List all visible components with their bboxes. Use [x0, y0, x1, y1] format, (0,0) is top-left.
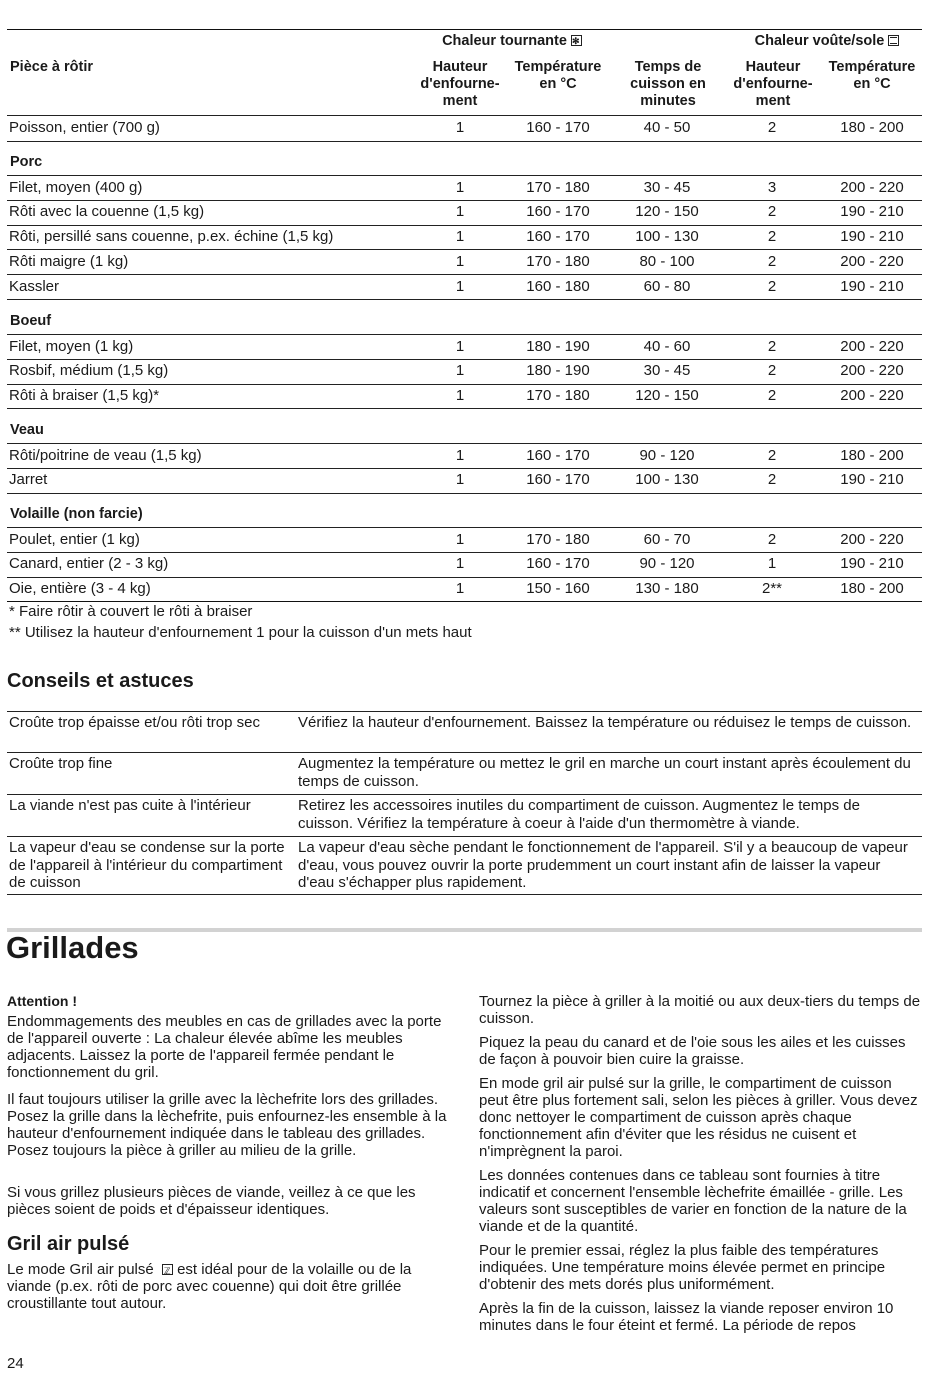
gril-text-a: Le mode Gril air pulsé — [7, 1261, 154, 1278]
cell-height: 1 — [455, 362, 465, 380]
cell-temp2: 200 - 220 — [840, 387, 904, 405]
cell-height: 1 — [455, 119, 465, 136]
cell-temp2: 200 - 220 — [840, 362, 904, 380]
row-rule — [7, 334, 922, 335]
cell-temp: 160 - 170 — [526, 446, 590, 464]
row-rule — [7, 527, 922, 528]
cell-height2: 2 — [767, 530, 777, 548]
tips-rule — [7, 836, 922, 837]
row-rule — [7, 493, 922, 494]
tips-solution: La vapeur d'eau sèche pendant le fonctionnement de l'appareil. S'il y a beaucoup de vapeur d'eau, vous pouvez ouvrir la porte prudemment un court instant afin de laisser la vapeur d'eau s'échapper plus rapidement. — [298, 839, 908, 891]
cell-height2: 2 — [767, 387, 777, 405]
row-rule — [7, 175, 922, 176]
cell-height: 1 — [455, 580, 465, 598]
cell-piece: Jarret — [9, 471, 48, 489]
cell-height: 1 — [455, 252, 465, 270]
col-header-height: Hauteur d'enfourne-ment — [420, 59, 500, 109]
row-rule — [7, 359, 922, 360]
cell-height: 1 — [455, 555, 465, 573]
cell-time: 40 - 50 — [643, 119, 691, 136]
cell-piece: Rôti maigre (1 kg) — [9, 252, 129, 270]
cell-temp2: 200 - 220 — [840, 530, 904, 548]
cell-temp2: 200 - 220 — [840, 178, 904, 196]
cell-temp: 160 - 180 — [526, 277, 590, 295]
gril-air-pulse-title: Gril air pulsé — [7, 1233, 130, 1255]
group-label-volaille: Volaille (non farcie) — [10, 506, 143, 522]
cell-temp: 160 - 170 — [526, 203, 590, 221]
cell-time: 40 - 60 — [643, 337, 691, 355]
tips-problem: La viande n'est pas cuite à l'intérieur — [9, 797, 251, 814]
cell-temp: 160 - 170 — [526, 228, 590, 246]
cell-piece: Poisson, entier (700 g) — [9, 119, 160, 136]
first-try-paragraph: Pour le premier essai, réglez la plus faible des températures indiquées. Une température moins élevée permet en principe d'obtenir des mets dorés plus uniformément. — [479, 1242, 886, 1293]
grillades-title: Grillades — [6, 930, 139, 965]
col-header-time: Temps de cuisson en minutes — [630, 59, 706, 109]
turn-piece-paragraph: Tournez la pièce à griller à la moitié ou aux deux-tiers du temps de cuisson. — [479, 993, 921, 1027]
cell-height2: 2 — [767, 252, 777, 270]
cell-height2: 2 — [767, 337, 777, 355]
gril-air-pulse-paragraph — [7, 1261, 447, 1312]
warning-paragraph: Endommagements des meubles en cas de grillades avec la porte de l'appareil ouverte : La chaleur élevée abîme les meubles adjacents. Laissez la porte de l'appareil fermée pendant le fonctionnement du gril. — [7, 1013, 442, 1081]
fan-icon — [571, 35, 582, 46]
cell-time: 90 - 120 — [639, 555, 695, 573]
cell-height: 1 — [455, 530, 465, 548]
cell-time: 80 - 100 — [639, 252, 695, 270]
header-circulated-heat — [402, 33, 622, 50]
col-header-height2: Hauteur d'enfourne-ment — [733, 59, 813, 109]
table-top-rule — [7, 29, 922, 30]
cell-piece: Rôti, persillé sans couenne, p.ex. échine (1,5 kg) — [9, 228, 334, 246]
cell-temp: 180 - 190 — [526, 362, 590, 380]
cell-temp: 180 - 190 — [526, 337, 590, 355]
row-rule — [7, 552, 922, 553]
cell-height: 1 — [455, 471, 465, 489]
cell-height2: 2 — [767, 119, 777, 136]
cell-height2: 1 — [767, 555, 777, 573]
gril-text-b: est idéal pour de la volaille ou de la viande (p.ex. rôti de porc avec couenne) qui doit être grillée croustillante tout autour. — [7, 1261, 412, 1312]
cell-height2: 2 — [767, 471, 777, 489]
cell-height: 1 — [455, 387, 465, 405]
footnote-height: ** Utilisez la hauteur d'enfournement 1 pour la cuisson d'un mets haut — [9, 624, 472, 641]
cell-piece: Rosbif, médium (1,5 kg) — [9, 362, 169, 380]
row-rule — [7, 249, 922, 250]
cell-temp: 160 - 170 — [526, 119, 590, 136]
row-rule — [7, 384, 922, 385]
tips-problem: La vapeur d'eau se condense sur la porte de l'appareil à l'intérieur du compartiment de cuisson — [9, 839, 285, 891]
cell-time: 130 - 180 — [635, 580, 699, 598]
tips-rule — [7, 794, 922, 795]
cell-height: 1 — [455, 446, 465, 464]
tips-solution: Augmentez la température ou mettez le gril en marche un court instant après écoulement du temps de cuisson. — [298, 755, 911, 790]
cell-piece: Kassler — [9, 277, 60, 295]
cell-temp2: 190 - 210 — [840, 555, 904, 573]
tips-title: Conseils et astuces — [7, 670, 194, 692]
cell-height: 1 — [455, 228, 465, 246]
group-label-boeuf: Boeuf — [10, 313, 52, 329]
cell-height2: 3 — [767, 178, 777, 196]
header-rule — [7, 115, 922, 116]
cell-height2: 2 — [767, 228, 777, 246]
cell-temp: 160 - 170 — [526, 471, 590, 489]
cell-piece: Rôti/poitrine de veau (1,5 kg) — [9, 446, 202, 464]
cell-height2: 2 — [767, 277, 777, 295]
cell-temp2: 200 - 220 — [840, 337, 904, 355]
cell-height: 1 — [455, 203, 465, 221]
page-number: 24 — [7, 1355, 24, 1372]
section-rule — [7, 928, 922, 932]
col-header-temp2: Température en °C — [828, 59, 916, 92]
tips-rule — [7, 711, 922, 712]
cell-temp: 170 - 180 — [526, 530, 590, 548]
tips-problem: Croûte trop épaisse et/ou rôti trop sec — [9, 714, 260, 731]
multiple-pieces-paragraph: Si vous grillez plusieurs pièces de viande, veillez à ce que les pièces soient de poids et d'épaisseur identiques. — [7, 1184, 416, 1218]
cell-temp: 170 - 180 — [526, 387, 590, 405]
tips-rule — [7, 752, 922, 753]
cell-time: 100 - 130 — [635, 228, 699, 246]
tips-solution: Vérifiez la hauteur d'enfournement. Baissez la température ou réduisez le temps de cuisson. — [298, 714, 912, 731]
cell-height2: 2** — [761, 580, 783, 598]
cell-temp2: 200 - 220 — [840, 252, 904, 270]
cell-height: 1 — [455, 337, 465, 355]
cell-piece: Poulet, entier (1 kg) — [9, 530, 140, 548]
cell-piece: Filet, moyen (400 g) — [9, 178, 143, 196]
cell-time: 30 - 45 — [643, 362, 691, 380]
group-label-veau: Veau — [10, 422, 44, 438]
cleaning-paragraph: En mode gril air pulsé sur la grille, le compartiment de cuisson peut être plus fortement sali, selon les pièces à griller. Vous devez donc nettoyer le compartiment de cuisson après chaque fonctionnement afin d'éviter que les résidus ne cuisent et n'imprègnent la paroi. — [479, 1075, 918, 1160]
cell-time: 120 - 150 — [635, 387, 699, 405]
cell-time: 120 - 150 — [635, 203, 699, 221]
cell-height2: 2 — [767, 203, 777, 221]
cell-height: 1 — [455, 277, 465, 295]
cell-temp2: 180 - 200 — [840, 446, 904, 464]
top-bottom-heat-icon — [888, 35, 899, 46]
row-rule — [7, 577, 922, 578]
row-rule — [7, 408, 922, 409]
grill-fan-icon — [162, 1264, 173, 1275]
cell-piece: Canard, entier (2 - 3 kg) — [9, 555, 169, 573]
cell-time: 60 - 70 — [643, 530, 691, 548]
cell-temp: 170 - 180 — [526, 178, 590, 196]
cell-temp2: 190 - 210 — [840, 471, 904, 489]
col-header-piece: Pièce à rôtir — [10, 59, 94, 75]
cell-temp2: 180 - 200 — [840, 119, 904, 136]
cell-time: 30 - 45 — [643, 178, 691, 196]
cell-temp: 160 - 170 — [526, 555, 590, 573]
duck-skin-paragraph: Piquez la peau du canard et de l'oie sous les ailes et les cuisses de façon à pouvoir bien cuire la graisse. — [479, 1034, 906, 1068]
cell-height2: 2 — [767, 446, 777, 464]
header-conventional-heat — [727, 33, 927, 50]
indicative-data-paragraph: Les données contenues dans ce tableau sont fournies à titre indicatif et concernent l'ensemble lèchefrite émaillée - grille. Les valeurs sont susceptibles de varier en fonction de la nature de la viande et de la quantité. — [479, 1167, 907, 1235]
cell-piece: Rôti avec la couenne (1,5 kg) — [9, 203, 205, 221]
tips-rule — [7, 894, 922, 895]
rest-paragraph: Après la fin de la cuisson, laissez la viande reposer environ 10 minutes dans le four éteint et fermé. La période de repos — [479, 1300, 894, 1334]
cell-temp: 150 - 160 — [526, 580, 590, 598]
cell-temp2: 190 - 210 — [840, 203, 904, 221]
grill-usage-paragraph: Il faut toujours utiliser la grille avec la lèchefrite lors des grillades. Posez la grille dans la lèchefrite, puis enfournez-les ensemble à la hauteur d'enfournement indiquée dans le tableau des grillades. Posez toujours la pièce à griller au milieu de la grille. — [7, 1091, 447, 1159]
col-header-temp: Température en °C — [514, 59, 602, 92]
row-rule — [7, 200, 922, 201]
row-rule — [7, 443, 922, 444]
cell-height: 1 — [455, 178, 465, 196]
tips-problem: Croûte trop fine — [9, 755, 113, 772]
attention-label: Attention ! — [7, 993, 77, 1009]
row-rule — [7, 468, 922, 469]
cell-time: 90 - 120 — [639, 446, 695, 464]
tips-solution: Retirez les accessoires inutiles du compartiment de cuisson. Augmentez le temps de cuisson. Vérifiez la température à coeur à l'aide d'un thermomètre à viande. — [298, 797, 860, 832]
cell-temp2: 190 - 210 — [840, 228, 904, 246]
cell-piece: Oie, entière (3 - 4 kg) — [9, 580, 151, 598]
row-rule — [7, 299, 922, 300]
group-label-porc: Porc — [10, 154, 43, 170]
cell-piece: Rôti à braiser (1,5 kg)* — [9, 387, 160, 405]
cell-time: 100 - 130 — [635, 471, 699, 489]
header-circulated-heat-label: Chaleur tournante — [442, 33, 567, 49]
row-rule — [7, 225, 922, 226]
header-conventional-heat-label: Chaleur voûte/sole — [754, 33, 885, 49]
cell-temp: 170 - 180 — [526, 252, 590, 270]
footnote-braise: * Faire rôtir à couvert le rôti à braiser — [9, 603, 253, 620]
cell-temp2: 190 - 210 — [840, 277, 904, 295]
cell-time: 60 - 80 — [643, 277, 691, 295]
cell-temp2: 180 - 200 — [840, 580, 904, 598]
row-rule — [7, 274, 922, 275]
cell-height2: 2 — [767, 362, 777, 380]
row-rule — [7, 141, 922, 142]
cell-piece: Filet, moyen (1 kg) — [9, 337, 134, 355]
